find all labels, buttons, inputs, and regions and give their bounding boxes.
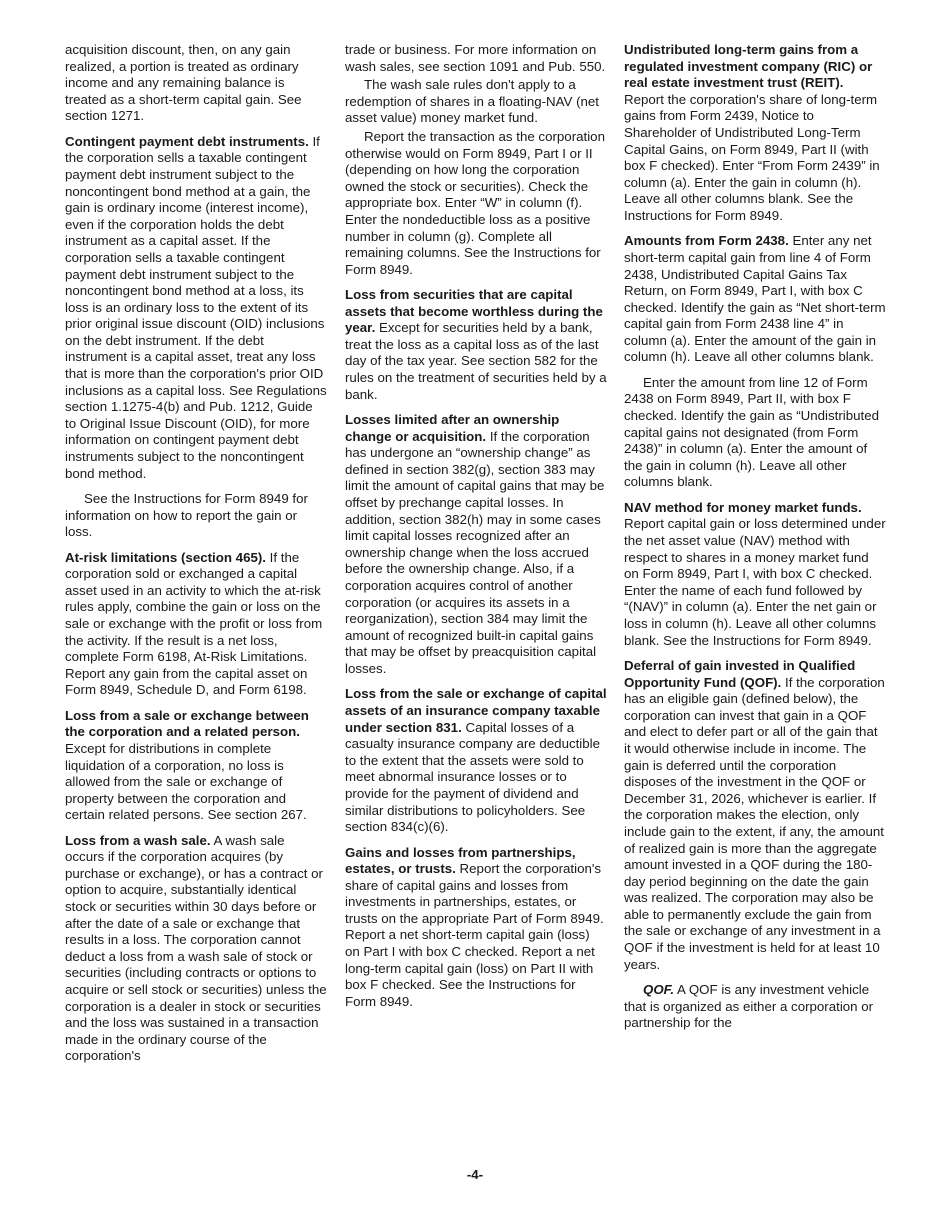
text-partnerships: Report the corporation's share of capital gains and losses from investments in partnerships, estates, or trusts on the appropriate Part of Form 8949. Report a net short-term capital gain (loss) on Part I with box C checked. Report a net long-term capital gain (loss) on Part II with box F checked. See the Instructions for Form 8949. xyxy=(345,861,604,1009)
heading-wash-sale: Loss from a wash sale. xyxy=(65,832,211,848)
paragraph-partnerships xyxy=(345,845,607,1011)
paragraph-line-12: Enter the amount from line 12 of Form 2438 on Form 8949, Part II, with box F checked. Identify the gain as “Undistributed capital gains not designated (from Form 2438)” in column (a). Enter the amount of the gain in column (h). Leave all other columns blank. xyxy=(624,374,880,490)
text-at-risk: If the corporation sold or exchanged a capital asset used in an activity to which the at-risk rules apply, combine the gain or loss on the sale or exchange with the profit or loss from the activity. If the result is a net loss, complete Form 6198, At-Risk Limitations. Report any gain from the capital asset on Form 8949, Schedule D, and Form 6198. xyxy=(65,549,323,698)
paragraph-qof-deferral xyxy=(624,658,886,973)
text-insurance-company: Capital losses of a casualty insurance company are deductible to the extent that the assets were sold to meet abnormal insurance losses or to provide for the payment of dividend and similar distributions to policyholders. See section 834(c)(6). xyxy=(345,719,601,835)
page-number: -4- xyxy=(466,1167,484,1182)
paragraph-nav-method xyxy=(624,500,886,649)
text-form-2438: Enter any net short-term capital gain from line 4 of Form 2438, Undistributed Capital Gains Tax Return, on Form 8949, Part I, with box C checked. Identify the gain as “Net short-term capital gain from Form 2438 line 4” in column (a). Enter the amount of the gain in column (h). Leave all other columns blank. xyxy=(624,233,886,365)
paragraph-floating-nav: The wash sale rules don't apply to a redemption of shares in a floating-NAV (net asset value) money market fund. xyxy=(345,77,600,126)
paragraph-qof-definition xyxy=(624,982,886,1032)
paragraph-wash-sale xyxy=(65,833,327,1065)
paragraph-acquisition-discount: acquisition discount, then, on any gain realized, a portion is treated as ordinary income and any remaining balance is treated as a short-term capital gain. See section 1271. xyxy=(65,42,302,124)
paragraph-related-person xyxy=(65,708,327,824)
heading-qof-deferral: Deferral of gain invested in Qualified Opportunity Fund (QOF). xyxy=(624,657,856,690)
paragraph-contingent-payment xyxy=(65,134,327,482)
heading-ric-reit: Undistributed long-term gains from a regulated investment company (RIC) or real estate investment trust (REIT). xyxy=(624,42,873,91)
heading-related-person: Loss from a sale or exchange between the corporation and a related person. xyxy=(65,707,309,740)
paragraph-ric-reit xyxy=(624,42,886,225)
heading-insurance-company: Loss from the sale or exchange of capital assets of an insurance company taxable under section 831. xyxy=(345,686,607,735)
paragraph-form-2438 xyxy=(624,233,886,366)
text-ownership-change: If the corporation has undergone an “ownership change” as defined in section 382(g), section 383 may limit the amount of capital gains that may be offset by prechange capital losses. In addition, section 382(h) may in some cases limit capital losses recognized after an ownership change when the loss accrued before the ownership change. Also, if a corporation acquires control of another corporation (or acquires its assets in a reorganization), section 384 may limit the amount of recognized built-in capital gains that may be offset by preacquisition capital losses. xyxy=(345,428,605,676)
heading-form-2438: Amounts from Form 2438. xyxy=(624,233,789,249)
paragraph-at-risk xyxy=(65,550,327,699)
heading-contingent-payment: Contingent payment debt instruments. xyxy=(65,133,309,149)
text-qof-definition: A QOF is any investment vehicle that is organized as either a corporation or partnership for the xyxy=(624,982,874,1031)
heading-at-risk: At-risk limitations (section 465). xyxy=(65,549,266,565)
text-worthless-securities: Except for securities held by a bank, treat the loss as a capital loss as of the last day of the tax year. See section 582 for the rules on the treatment of securities held by a bank. xyxy=(345,320,607,402)
text-wash-sale: A wash sale occurs if the corporation acquires (by purchase or exchange), or has a contract or option to acquire, substantially identical stock or securities within 30 days before or after the date of a sale or exchange that results in a loss. The corporation cannot deduct a loss from a wash sale of stock or securities (including contracts or options to acquire or sell stock or securities) unless the corporation is a dealer in stock or securities and the loss was sustained in a transaction made in the ordinary course of the corporation's xyxy=(65,832,327,1064)
paragraph-insurance-company xyxy=(345,686,607,835)
text-contingent-payment: If the corporation sells a taxable contingent payment debt instrument subject to the noncontingent bond method at a gain, the gain is ordinary income (interest income), even if the corporation holds the debt instrument as a capital asset. If the corporation sells a taxable contingent payment debt instrument subject to the noncontingent bond method at a loss, its loss is an ordinary loss to the extent of its prior original issue discount (OID) inclusions on the debt instrument. If the debt instrument is a capital asset, treat any loss that is more than the corporation's prior OID inclusions as a capital loss. See Regulations section 1.1275-4(b) and Pub. 1212, Guide to Original Issue Discount (OID), for more information on contingent payment debt instruments subject to the noncontingent bond method. xyxy=(65,133,327,481)
column-1 xyxy=(65,42,327,1074)
paragraph-ownership-change xyxy=(345,412,607,678)
column-3 xyxy=(624,42,886,1034)
heading-nav-method: NAV method for money market funds. xyxy=(624,499,862,515)
heading-qof: QOF. xyxy=(643,982,675,998)
heading-worthless-securities: Loss from securities that are capital assets that become worthless during the year. xyxy=(345,287,603,336)
paragraph-wash-sale-continued: trade or business. For more information on wash sales, see section 1091 and Pub. 550. xyxy=(345,42,606,74)
paragraph-worthless-securities xyxy=(345,287,607,403)
heading-ownership-change: Losses limited after an ownership change or acquisition. xyxy=(345,412,560,444)
text-qof-deferral: If the corporation has an eligible gain (defined below), the corporation can invest that gain in a QOF and elect to defer part or all of the gain that it would otherwise include in income. The gain is deferred until the corporation disposes of the investment in the QOF or December 31, 2026, whichever is earlier. If the corporation makes the election, only include gain to the extent, if any, the amount of realized gain is more than the aggregate amount invested in a QOF during the 180-day period beginning on the date the gain was realized. The corporation may also be able to permanently exclude the gain from the sale or exchange of any investment in a QOF if the investment is held for at least 10 years. xyxy=(624,674,885,972)
text-ric-reit: Report the corporation's share of long-term gains from Form 2439, Notice to Shareholder of Undistributed Long-Term Capital Gains, on Form 8949, Part II (with box F checked). Enter “From Form 2439” in column (a). Enter the gain in column (h). Leave all other columns blank. See the Instructions for Form 8949. xyxy=(624,91,880,223)
text-related-person: Except for distributions in complete liquidation of a corporation, no loss is allowed from the sale or exchange of property between the corporation and certain related persons. See section 267. xyxy=(65,740,307,823)
column-2 xyxy=(345,42,607,1019)
heading-partnerships: Gains and losses from partnerships, estates, or trusts. xyxy=(345,844,576,877)
text-nav-method: Report capital gain or loss determined under the net asset value (NAV) method with respect to shares in a money market fund on Form 8949, Part I, with box C checked. Enter the name of each fund followed by “(NAV)” in column (a). Enter the net gain or loss in column (h). Leave all other columns blank. See the Instructions for Form 8949. xyxy=(624,516,886,648)
paragraph-report-transaction: Report the transaction as the corporation otherwise would on Form 8949, Part I or II (depending on how long the corporation owned the stock or securities). Check the appropriate box. Enter “W” in column (f). Enter the nondeductible loss as a positive number in column (g). Complete all remaining columns. See the Instructions for Form 8949. xyxy=(345,128,605,277)
paragraph-see-instructions: See the Instructions for Form 8949 for information on how to report the gain or loss. xyxy=(65,491,308,540)
